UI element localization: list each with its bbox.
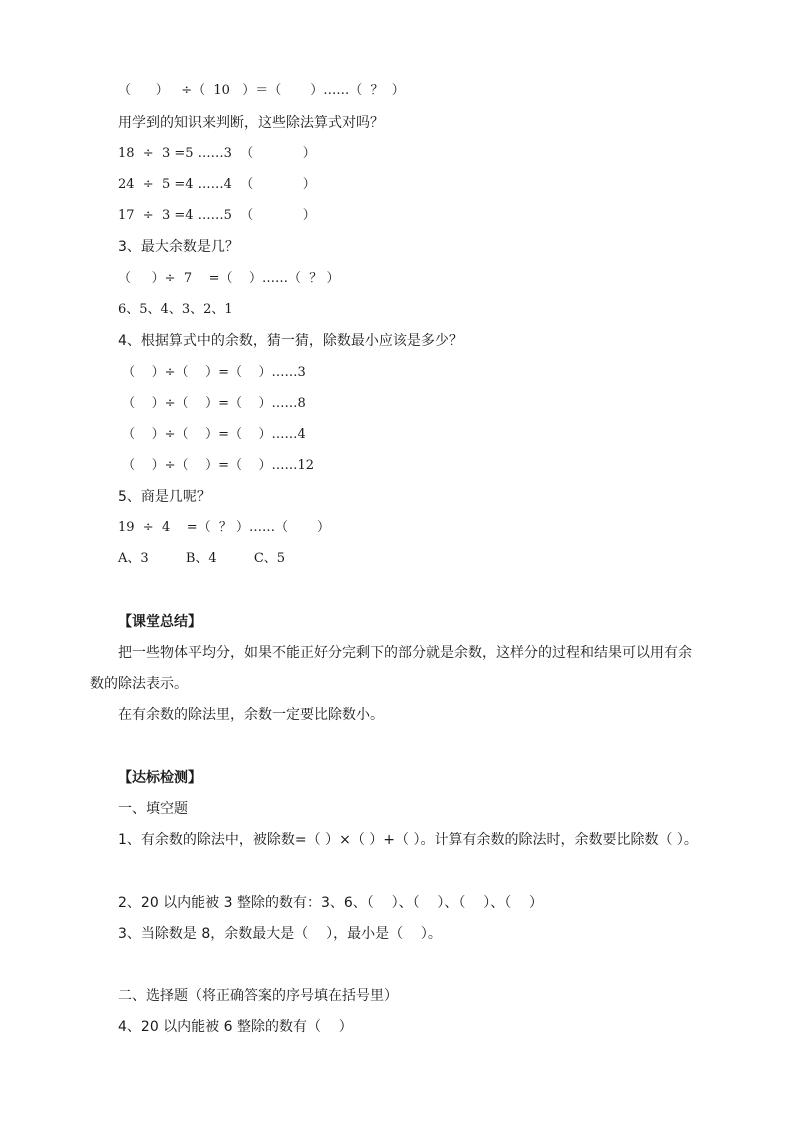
question-heading: 5、商是几呢？ (118, 489, 211, 505)
equation-line: 18 ÷ 3 =5 ……3 （ ） (118, 146, 316, 161)
question-heading: 3、最大余数是几？ (118, 239, 239, 255)
answer-line: 6、5、4、3、2、1 (118, 302, 233, 317)
question-text: 1、有余数的除法中，被除数=（ ）×（ ）+（ ）。计算有余数的除法时，余数要比除数（ ）。 (118, 832, 698, 848)
question-heading: 4、根据算式中的余数，猜一猜，除数最小应该是多少？ (118, 333, 463, 349)
equation-line: （ ）÷（ ）=（ ）……3 (118, 365, 306, 380)
equation-line: （ ）÷（ ）=（ ）……8 (118, 396, 306, 411)
section-heading: 一、填空题 (118, 801, 188, 817)
summary-heading: 【课堂总结】 (118, 614, 202, 630)
question-text: 4、20 以内能被 6 整除的数有（ ） (118, 1019, 353, 1035)
equation-line: 19 ÷ 4 =（ ？ ）……（ ） (118, 520, 330, 535)
equation-line: （ ）÷（ ）=（ ）……12 (118, 458, 315, 473)
equation-line: 24 ÷ 5 =4 ……4 （ ） (118, 177, 316, 192)
choice-line: A、3 B、4 C、5 (118, 551, 286, 566)
summary-paragraph: 在有余数的除法里，余数一定要比除数小。 (118, 707, 384, 723)
equation-line: 17 ÷ 3 =4 ……5 （ ） (118, 208, 316, 223)
question-text: 2、20 以内能被 3 整除的数有：3、6、（ ）、（ ）、（ ）、（ ） (118, 895, 543, 911)
question-text: 3、当除数是 8，余数最大是（ ），最小是（ ）。 (118, 926, 442, 942)
section-heading: 二、选择题（将正确答案的序号填在括号里） (118, 988, 398, 1004)
equation-line: （ ）÷（ ）=（ ）……4 (118, 427, 306, 442)
summary-paragraph: 把一些物体平均分，如果不能正好分完剩下的部分就是余数，这样分的过程和结果可以用有余数的除法表示。 (90, 645, 692, 692)
test-heading: 【达标检测】 (118, 770, 202, 786)
equation-line: （ ） ÷（ 10 ）＝（ ）……（ ？ ） (118, 83, 405, 98)
question-text: 用学到的知识来判断，这些除法算式对吗？ (118, 115, 384, 131)
equation-line: （ ）÷ 7 =（ ）……（ ？ ） (118, 271, 340, 286)
